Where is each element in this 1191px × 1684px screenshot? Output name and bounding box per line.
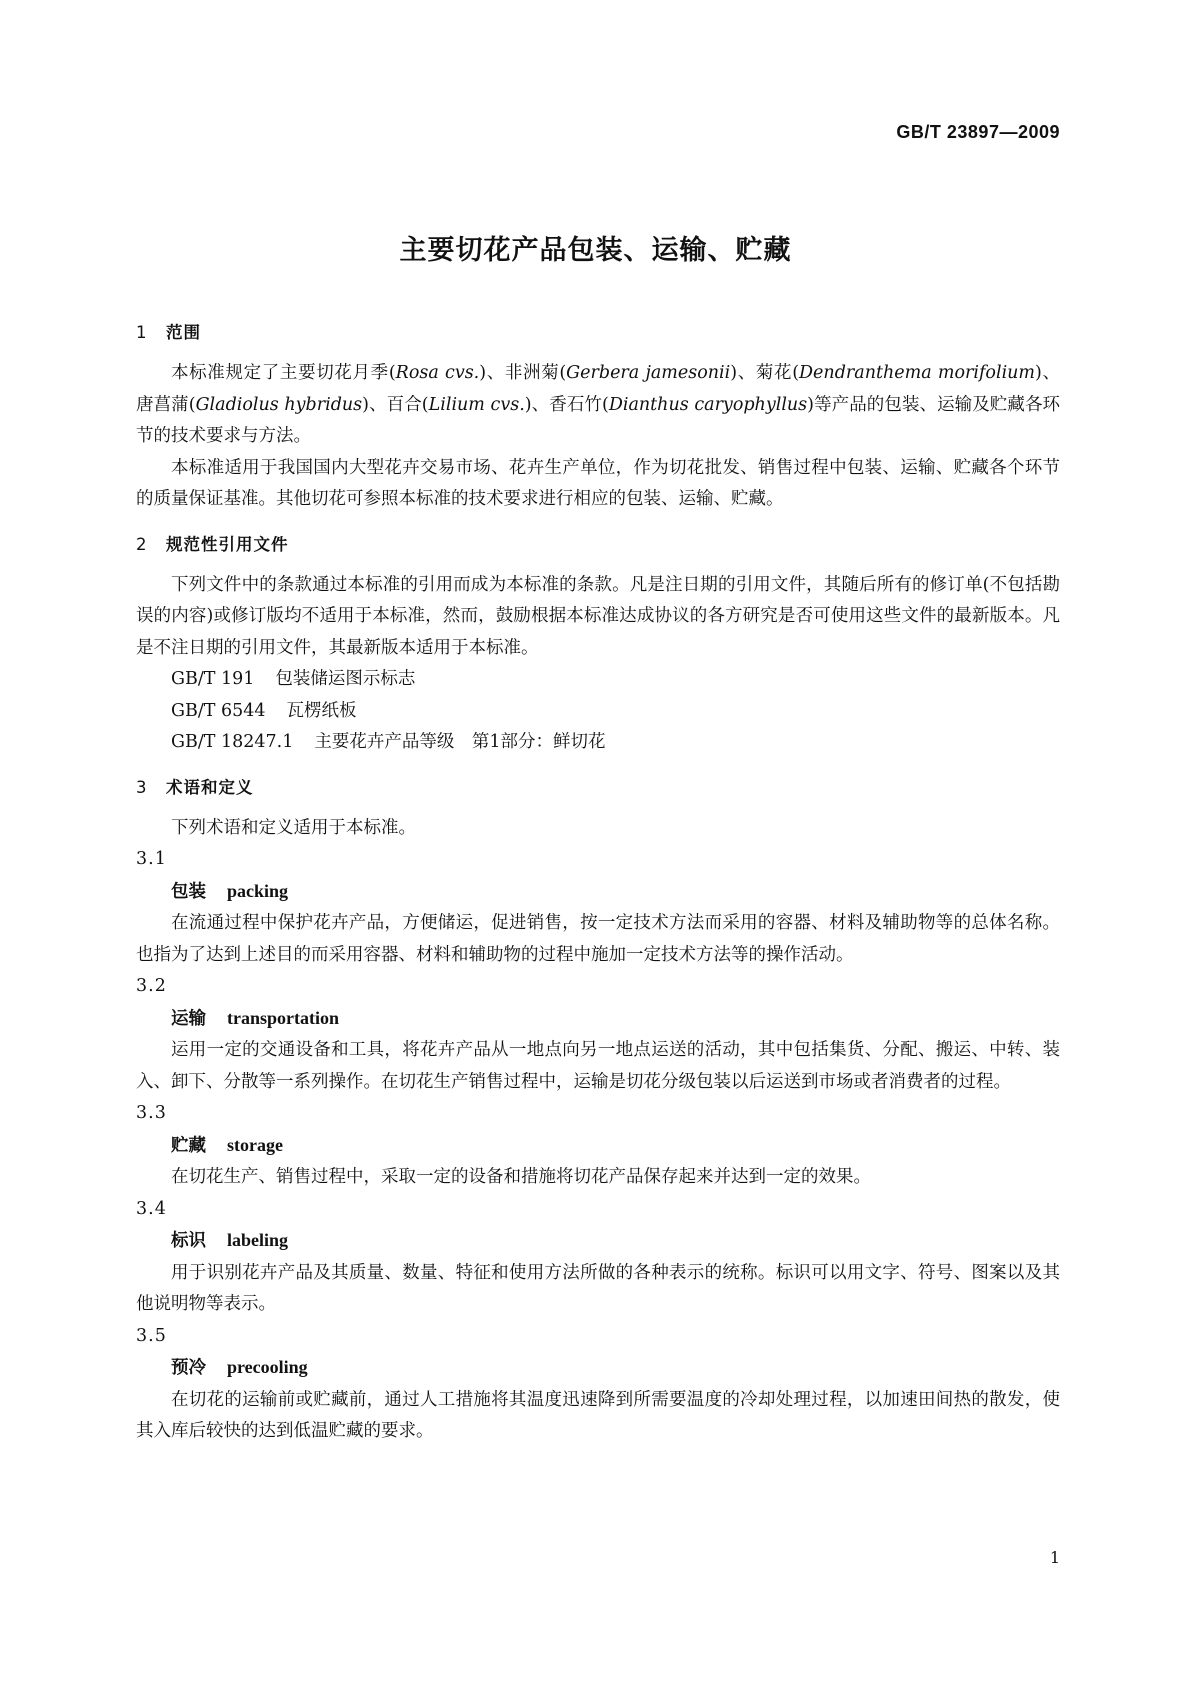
latin-name: Lilium cvs. [428,394,525,415]
term-heading [136,1225,1060,1258]
latin-name: Gerbera jamesonii [566,363,731,383]
section-heading-scope [136,318,1060,348]
section-number: 2 [136,534,148,554]
term-en: labeling [227,1230,289,1250]
section-heading-terms [136,773,1060,803]
latin-name: Rosa cvs. [395,363,480,383]
term-definition: 在切花生产、销售过程中，采取一定的设备和措施将切花产品保存起来并达到一定的效果。 [171,1167,871,1187]
term-en: storage [227,1134,283,1155]
section-number: 3 [136,777,148,797]
text-run: 本标准规定了主要切花月季( [171,363,396,383]
section-title: 规范性引用文件 [166,534,289,554]
reference-title: 包装储运图示标志 [275,669,416,689]
section-title: 术语和定义 [166,777,254,797]
term-definition: 运用一定的交通设备和工具，将花卉产品从一地点向另一地点运送的活动，其中包括集货、分配、搬运、中转、装入、卸下、分散等一系列操作。在切花生产销售过程中，运输是切花分级包装以后运送到市场或者消费者的过程。 [136,1040,1060,1092]
term-heading [136,1352,1060,1385]
term-heading [136,876,1060,909]
text-run: )、香石竹( [524,394,609,415]
latin-name: Dendranthema morifolium [799,363,1036,383]
term-zh: 运输 [171,1008,206,1029]
reference-title: 主要花卉产品等级 第1部分：鲜切花 [314,732,606,752]
scope-paragraph-2: 本标准适用于我国国内大型花卉交易市场、花卉生产单位，作为切花批发、销售过程中包装、运输、贮藏各个环节的质量保证基准。其他切花可参照本标准的技术要求进行相应的包装、运输、贮藏。 [136,457,1060,509]
reference-item [136,727,1060,759]
section-heading-normative-references [136,530,1060,560]
term-heading [136,1003,1060,1036]
term-definition: 在切花的运输前或贮藏前，通过人工措施将其温度迅速降到所需要温度的冷却处理过程，以加速田间热的散发，使其入库后较快的达到低温贮藏的要求。 [136,1389,1060,1441]
reference-code: GB/T 191 [171,669,255,689]
standard-code: GB/T 23897—2009 [896,122,1060,142]
text-run: )等产品的包装、运输及贮藏各环节的技术要求与方法。 [136,394,1061,446]
term-zh: 标识 [171,1231,206,1251]
section-number: 1 [136,323,148,342]
reference-item [136,664,1060,696]
term-definition: 在流通过程中保护花卉产品，方便储运，促进销售，按一定技术方法而采用的容器、材料及辅助物等的总体名称。也指为了达到上述目的而采用容器、材料和辅助物的过程中施加一定技术方法等的操作活动。 [136,913,1060,965]
term-zh: 包装 [171,881,206,902]
document-title: 主要切花产品包装、运输、贮藏 [399,235,792,266]
clause-number: 3.3 [136,1103,167,1123]
reference-code: GB/T 18247.1 [171,732,294,752]
section-title: 范围 [166,323,201,342]
latin-name: Gladiolus hybridus [195,394,363,415]
clause-number: 3.4 [136,1198,167,1219]
scope-paragraph-1 [136,358,1060,453]
term-en: packing [227,880,289,901]
terms-intro: 下列术语和定义适用于本标准。 [171,817,416,838]
clause-number: 3.1 [136,849,167,869]
term-heading [136,1130,1060,1163]
term-definition: 用于识别花卉产品及其质量、数量、特征和使用方法所做的各种表示的统称。标识可以用文字、符号、图案以及其他说明物等表示。 [136,1262,1060,1314]
text-run: )、百合( [362,394,429,415]
reference-code: GB/T 6544 [171,700,266,721]
term-zh: 预冷 [171,1358,206,1378]
latin-name: Dianthus caryophyllus [608,394,808,415]
page-number: 1 [1049,1548,1060,1567]
document-body [136,318,1060,1448]
text-run: )、唐菖蒲( [136,363,1061,415]
term-en: precooling [227,1357,308,1377]
clause-number: 3.2 [136,976,167,996]
clause-number: 3.5 [136,1325,167,1346]
references-paragraph: 下列文件中的条款通过本标准的引用而成为本标准的条款。凡是注日期的引用文件，其随后所有的修订单(不包括勘误的内容)或修订版均不适用于本标准，然而，鼓励根据本标准达成协议的各方研究是否可使用这些文件的最新版本。凡是不注日期的引用文件，其最新版本适用于本标准。 [136,574,1060,658]
term-en: transportation [227,1007,339,1028]
text-run: )、非洲菊( [479,363,567,383]
text-run: )、菊花( [730,363,800,383]
term-zh: 贮藏 [171,1135,206,1156]
reference-item [136,696,1060,728]
reference-title: 瓦楞纸板 [286,700,357,721]
